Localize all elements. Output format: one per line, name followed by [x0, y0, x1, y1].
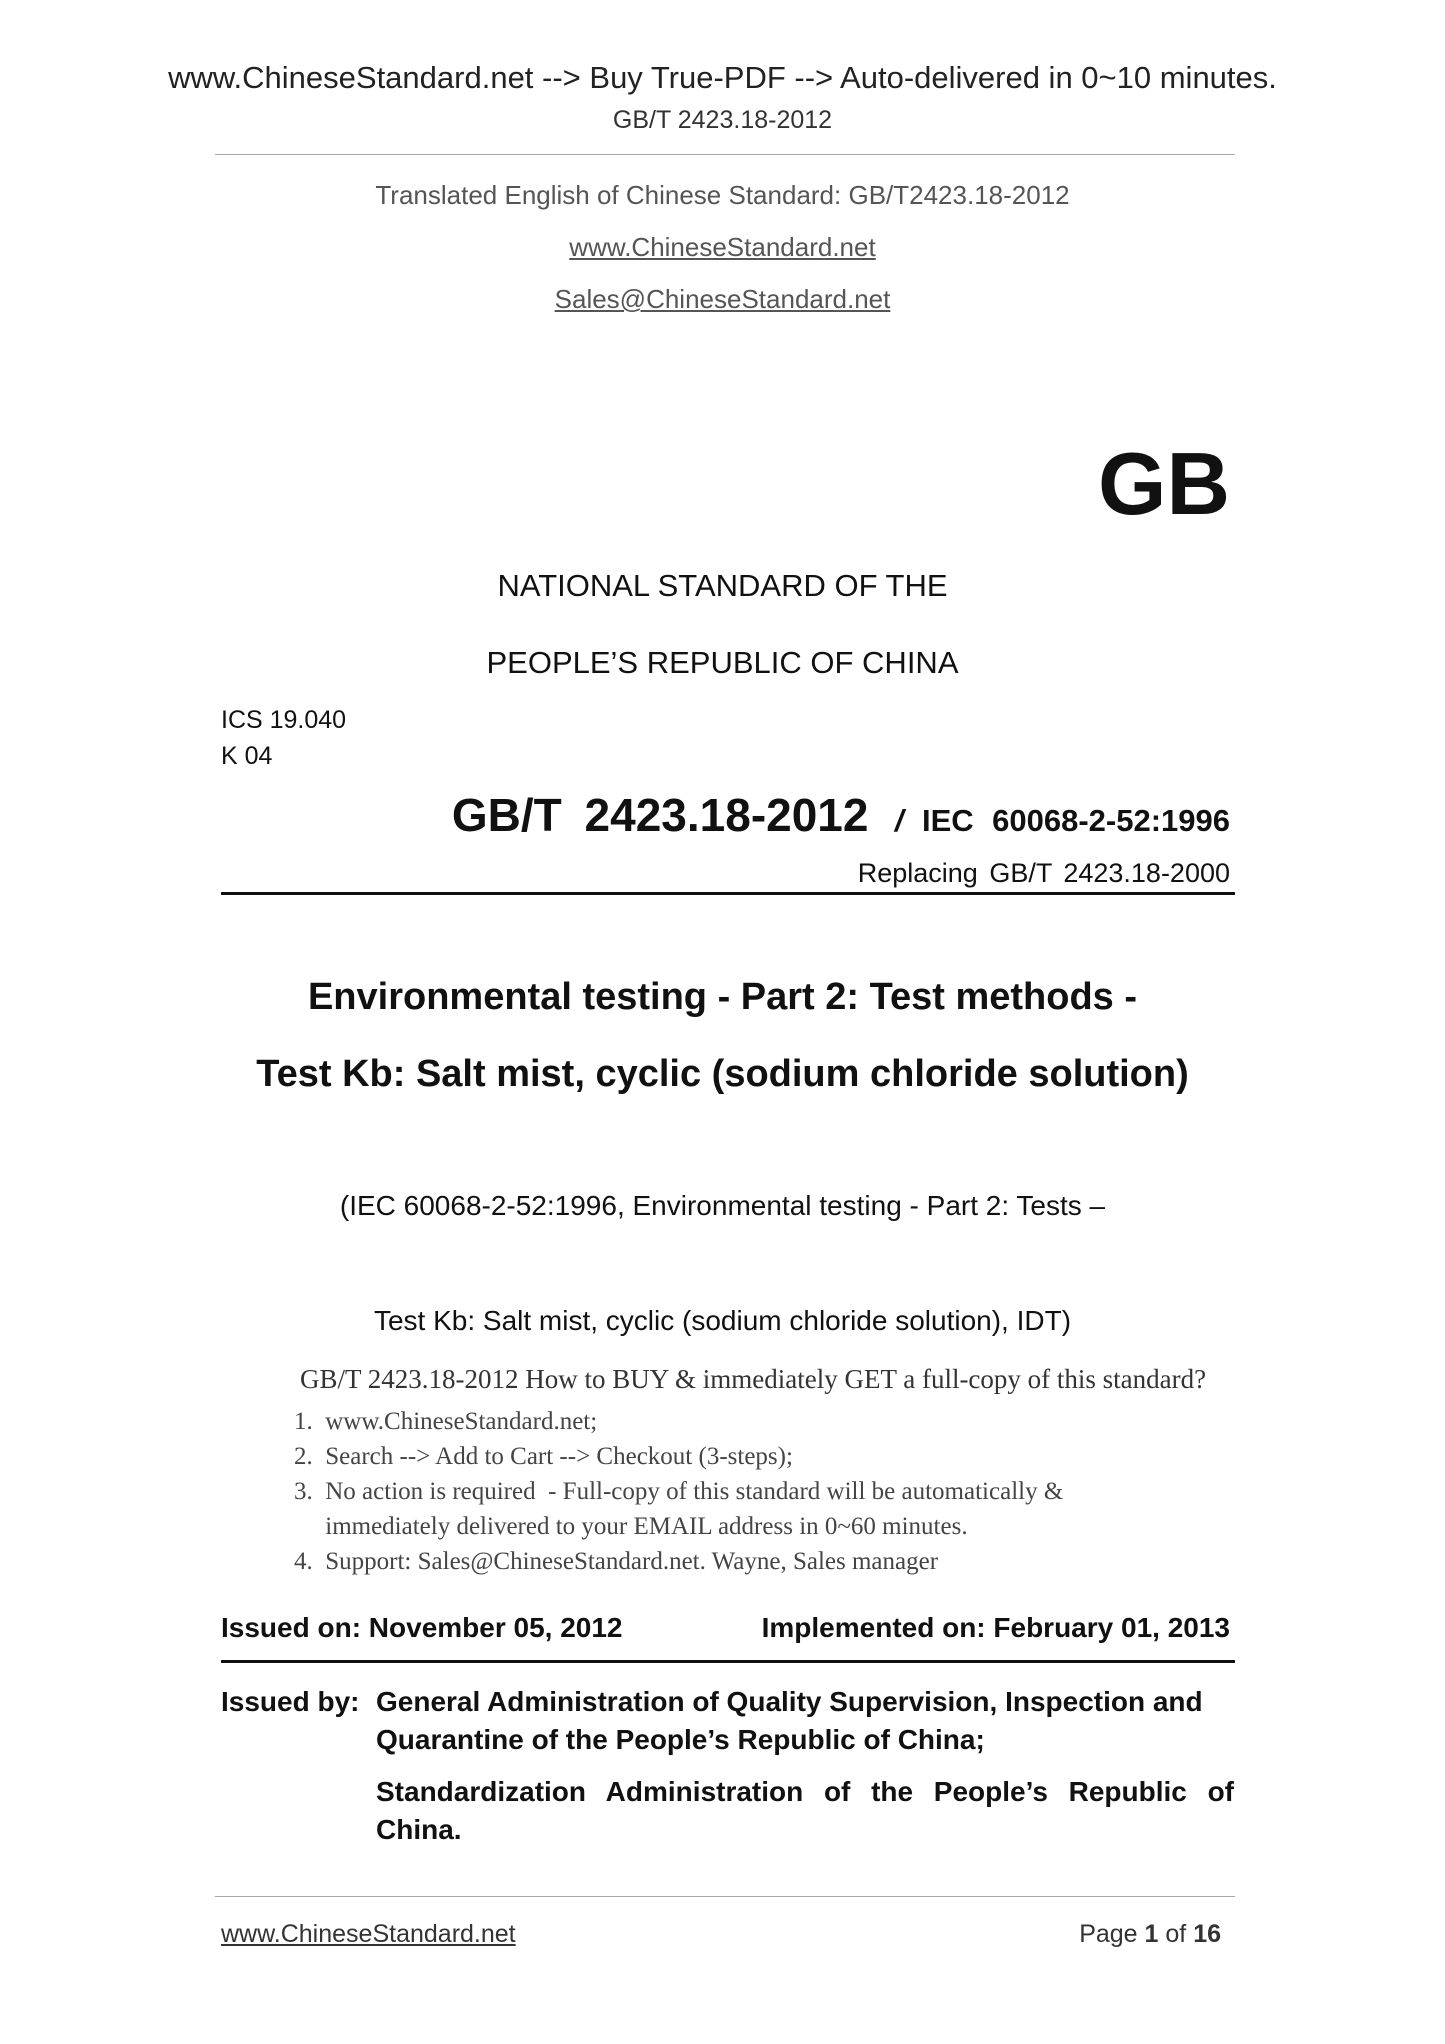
issuer-1-line-2: Quarantine of the People’s Republic of China;	[376, 1724, 985, 1755]
title-line-2: Test Kb: Salt mist, cyclic (sodium chloride solution)	[256, 1053, 1189, 1095]
iec-reference-line-1: (IEC 60068-2-52:1996, Environmental testing - Part 2: Tests –	[339, 1190, 1106, 1221]
standard-separator: /	[894, 803, 904, 838]
page-indicator	[1079, 1920, 1221, 1949]
implemented-date: Implemented on: February 01, 2013	[761, 1612, 1230, 1643]
issuer-1-line-1: General Administration of Quality Supervision, Inspection and	[376, 1686, 1203, 1717]
footer-website-link[interactable]: www.ChineseStandard.net	[221, 1920, 516, 1948]
buy-item-3-cont: immediately delivered to your EMAIL address in 0~60 minutes.	[294, 1513, 968, 1540]
buy-item-4: 4. Support: Sales@ChineseStandard.net. Wayne, Sales manager	[294, 1548, 939, 1575]
issued-date: Issued on: November 05, 2012	[221, 1612, 623, 1643]
k-code: K 04	[221, 742, 273, 770]
issuer-2-line-2: China.	[376, 1814, 462, 1845]
page-total: 16	[1193, 1920, 1221, 1948]
title-line-1: Environmental testing - Part 2: Test methods -	[307, 976, 1138, 1018]
gb-logo: GB	[1098, 434, 1230, 533]
buy-heading: GB/T 2423.18-2012 How to BUY & immediately GET a full-copy of this standard?	[300, 1364, 1207, 1394]
standard-number-line	[452, 788, 1230, 842]
iec-number: 60068-2-52:1996	[992, 803, 1230, 838]
buy-item-1: 1. www.ChineseStandard.net;	[294, 1408, 598, 1435]
website-link[interactable]: www.ChineseStandard.net	[569, 232, 876, 262]
translated-line: Translated English of Chinese Standard: GB/T2423.18-2012	[375, 180, 1070, 210]
header-divider	[215, 154, 1235, 155]
national-line-1: NATIONAL STANDARD OF THE	[497, 568, 948, 603]
footer-divider	[215, 1896, 1235, 1897]
issued-by-label: Issued by:	[221, 1686, 360, 1717]
ics-code: ICS 19.040	[221, 706, 347, 734]
national-line-2: PEOPLE’S REPUBLIC OF CHINA	[486, 645, 959, 680]
email-link[interactable]: Sales@ChineseStandard.net	[554, 284, 891, 314]
header-doc-code: GB/T 2423.18-2012	[612, 106, 833, 134]
standard-number-main: GB/T 2423.18-2012	[451, 789, 869, 841]
page-prefix: Page	[1079, 1920, 1145, 1948]
page-current: 1	[1144, 1920, 1159, 1948]
issuer-2-line-1: Standardization Administration of the People’s Republic of	[376, 1776, 1234, 1807]
header-banner: www.ChineseStandard.net --> Buy True-PDF --> Auto-delivered in 0~10 minutes.	[168, 60, 1277, 95]
standard-divider	[221, 892, 1235, 895]
buy-item-2: 2. Search --> Add to Cart --> Checkout (3-steps);	[294, 1443, 793, 1470]
iec-reference-line-2: Test Kb: Salt mist, cyclic (sodium chloride solution), IDT)	[373, 1305, 1072, 1336]
dates-divider	[221, 1660, 1235, 1663]
buy-item-3: 3. No action is required - Full-copy of this standard will be automatically &	[294, 1478, 1064, 1505]
iec-prefix: IEC	[922, 803, 974, 838]
replacing-line: Replacing GB/T 2423.18-2000	[857, 858, 1230, 888]
page-mid: of	[1158, 1920, 1194, 1948]
